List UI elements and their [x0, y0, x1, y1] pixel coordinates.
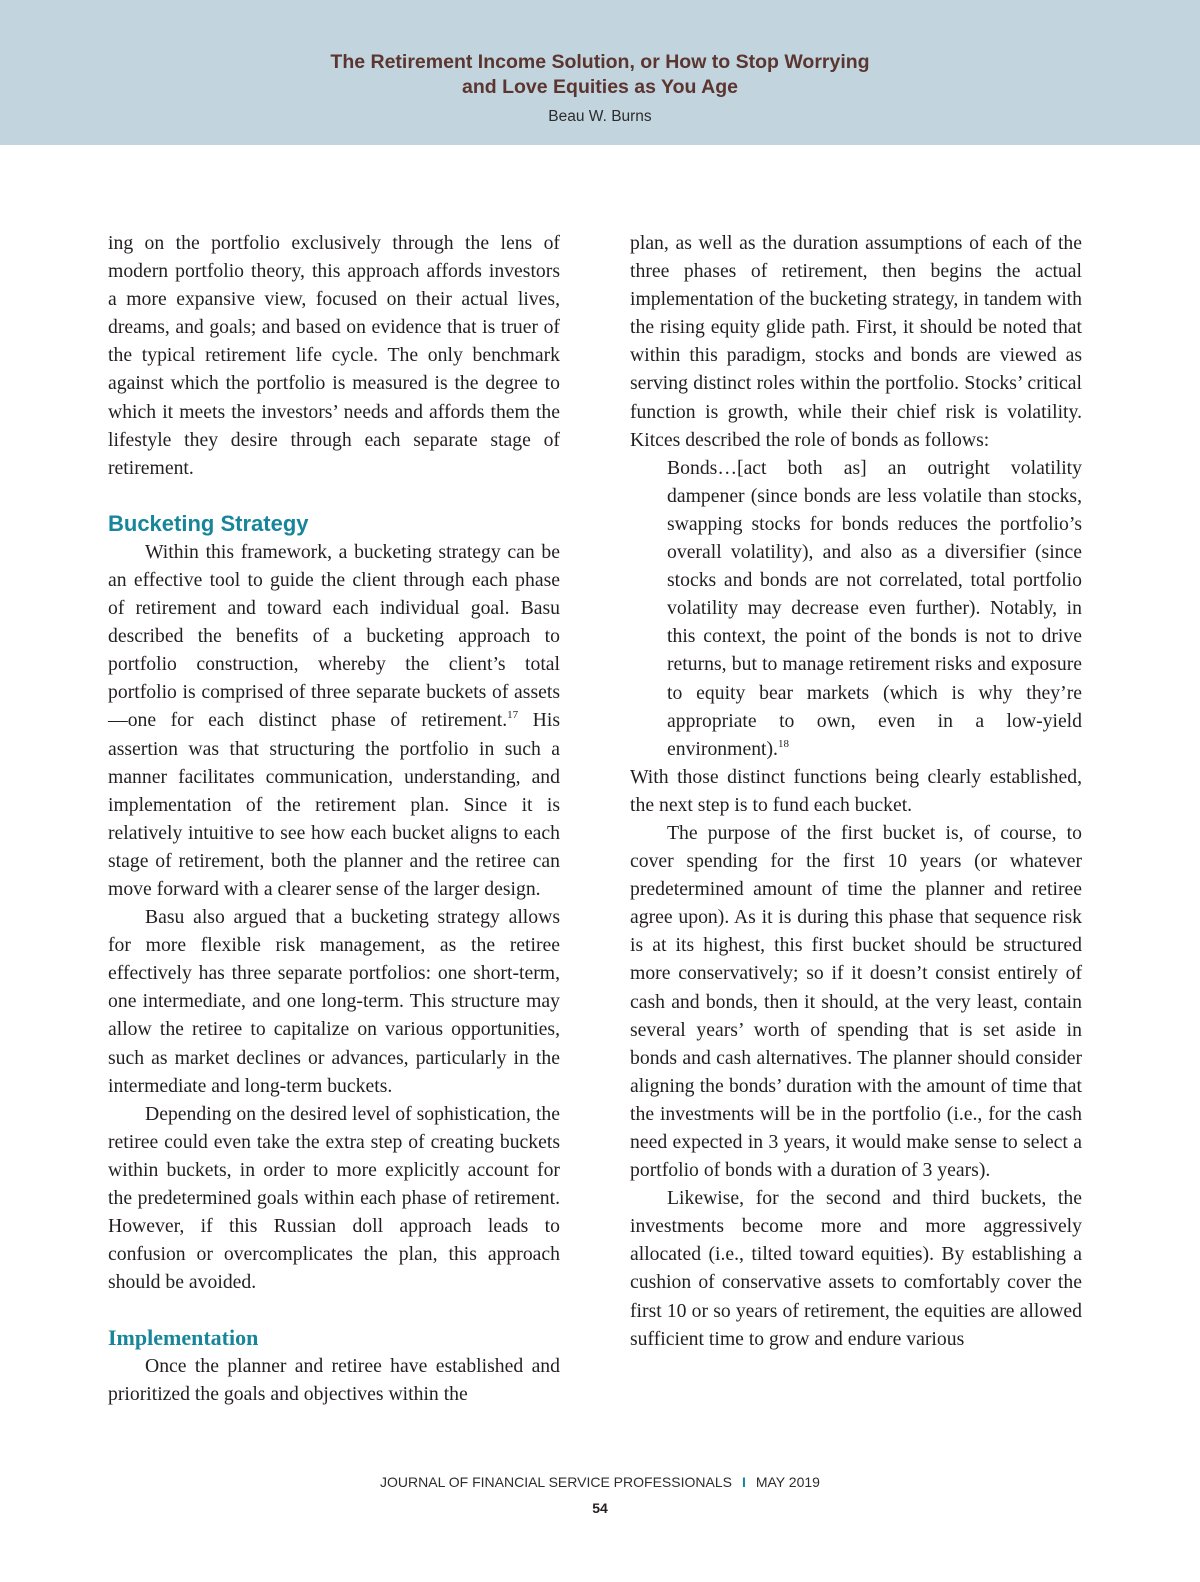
right-paragraph-2: With those distinct functions being clearly established, the next step is to fund each bucket.: [630, 765, 1082, 816]
footer-separator: I: [741, 1474, 746, 1490]
right-paragraph-3: The purpose of the first bucket is, of course, to cover spending for the first 10 years (or whatever predetermined amount of time the planner and retiree agree upon). As it is during this phase that sequence risk is at its highest, this first bucket should be structured more conservatively; so if it doesn’t consist entirely of cash and bonds, then it should, at the very least, contain several years’ worth of spending that is set aside in bonds and cash alternatives. The planner should consider aligning the bonds’ duration with the amount of time that the investments will be in the portfolio (i.e., for the cash need expected in 3 years, it would make sense to select a portfolio of bonds with a duration of 3 years).: [630, 821, 1082, 1182]
right-paragraph-1: plan, as well as the duration assumptions of each of the three phases of retirement, then begins the actual implementation of the bucketing strategy, in tandem with the rising equity glide path. First, it should be noted that within this paradigm, stocks and bonds are viewed as serving distinct roles within the portfolio. Stocks’ critical function is growth, while their chief risk is volatility. Kitces described the role of bonds as follows:: [630, 232, 1082, 451]
page-number: 54: [592, 1500, 608, 1516]
left-paragraph-1: ing on the portfolio exclusively through the lens of modern portfolio theory, this approach affords investors a more expansive view, focused on their actual lives, dreams, and goals; and based on evidence that is truer of the typical retirement life cycle. The only benchmark against which the portfolio is measured is the degree to which it meets the investors’ needs and affords them the lifestyle they desire through each separate stage of retirement.: [108, 232, 560, 479]
right-paragraph-4: Likewise, for the second and third buckets, the investments become more and more aggressively allocated (i.e., tilted toward equities). By establishing a cushion of conservative assets to comfortably cover the first 10 or so years of retirement, the equities are allowed sufficient time to grow and endure various: [630, 1187, 1082, 1350]
left-column: [108, 229, 560, 1409]
page-footer: [0, 1474, 1200, 1490]
left-paragraph-4: Depending on the desired level of sophistication, the retiree could even take the extra step of creating buckets within buckets, in order to more explicitly account for the predetermined goals within each phase of retirement. However, if this Russian doll approach leads to confusion or overcomplicates the plan, this approach should be avoided.: [108, 1102, 560, 1294]
journal-name: JOURNAL OF FINANCIAL SERVICE PROFESSIONALS: [380, 1474, 732, 1490]
article-title-line-1: The Retirement Income Solution, or How to Stop Worrying: [330, 51, 870, 73]
article-author: Beau W. Burns: [548, 108, 652, 125]
heading-bucketing-strategy: Bucketing Strategy: [108, 510, 309, 536]
left-paragraph-2: [108, 538, 560, 903]
kitces-quote: [667, 454, 1082, 763]
footnote-ref-17: 17: [507, 709, 519, 722]
left-paragraph-5: Once the planner and retiree have established and prioritized the goals and objectives within the: [108, 1355, 560, 1406]
heading-implementation: Implementation: [108, 1325, 259, 1351]
running-header: [0, 0, 1200, 145]
right-column: [630, 229, 1082, 1353]
issue-date: MAY 2019: [755, 1474, 820, 1490]
article-title-line-2: and Love Equities as You Age: [462, 76, 738, 98]
left-paragraph-3: Basu also argued that a bucketing strategy allows for more flexible risk management, as the retiree effectively has three separate portfolios: one short-term, one intermediate, and one long-term. This structure may allow the retiree to capitalize on various opportunities, such as market declines or advances, particularly in the intermediate and long-term buckets.: [108, 906, 560, 1097]
left-paragraph-2-text-a: Within this framework, a bucketing strategy can be an effective tool to guide the client through each phase of retirement and toward each individual goal. Basu described the benefits of a bucketing approach to portfolio construction, whereby the client’s total portfolio is comprised of three separate buckets of assets—one for each distinct phase of retirement.: [108, 540, 560, 732]
quote-text: Bonds…[act both as] an outright volatility dampener (since bonds are less volatile than stocks, swapping stocks for bonds reduces the portfolio’s overall volatility), and also as a diversifier (since stocks and bonds are not correlated, total portfolio volatility may decrease even further). Notably, in this context, the point of the bonds is not to drive returns, but to manage retirement risks and exposure to equity bear markets (which is why they’re appropriate to own, even in a low-yield environment).: [667, 456, 1082, 760]
left-paragraph-2-text-b: His assertion was that structuring the portfolio in such a manner facilitates communication, understanding, and implementation of the retirement plan. Since it is relatively intuitive to see how each bucket aligns to each stage of retirement, both the planner and the retiree can move forward with a clearer sense of the larger design.: [108, 709, 560, 900]
article-title: [0, 50, 1200, 100]
footnote-ref-18: 18: [777, 737, 789, 750]
